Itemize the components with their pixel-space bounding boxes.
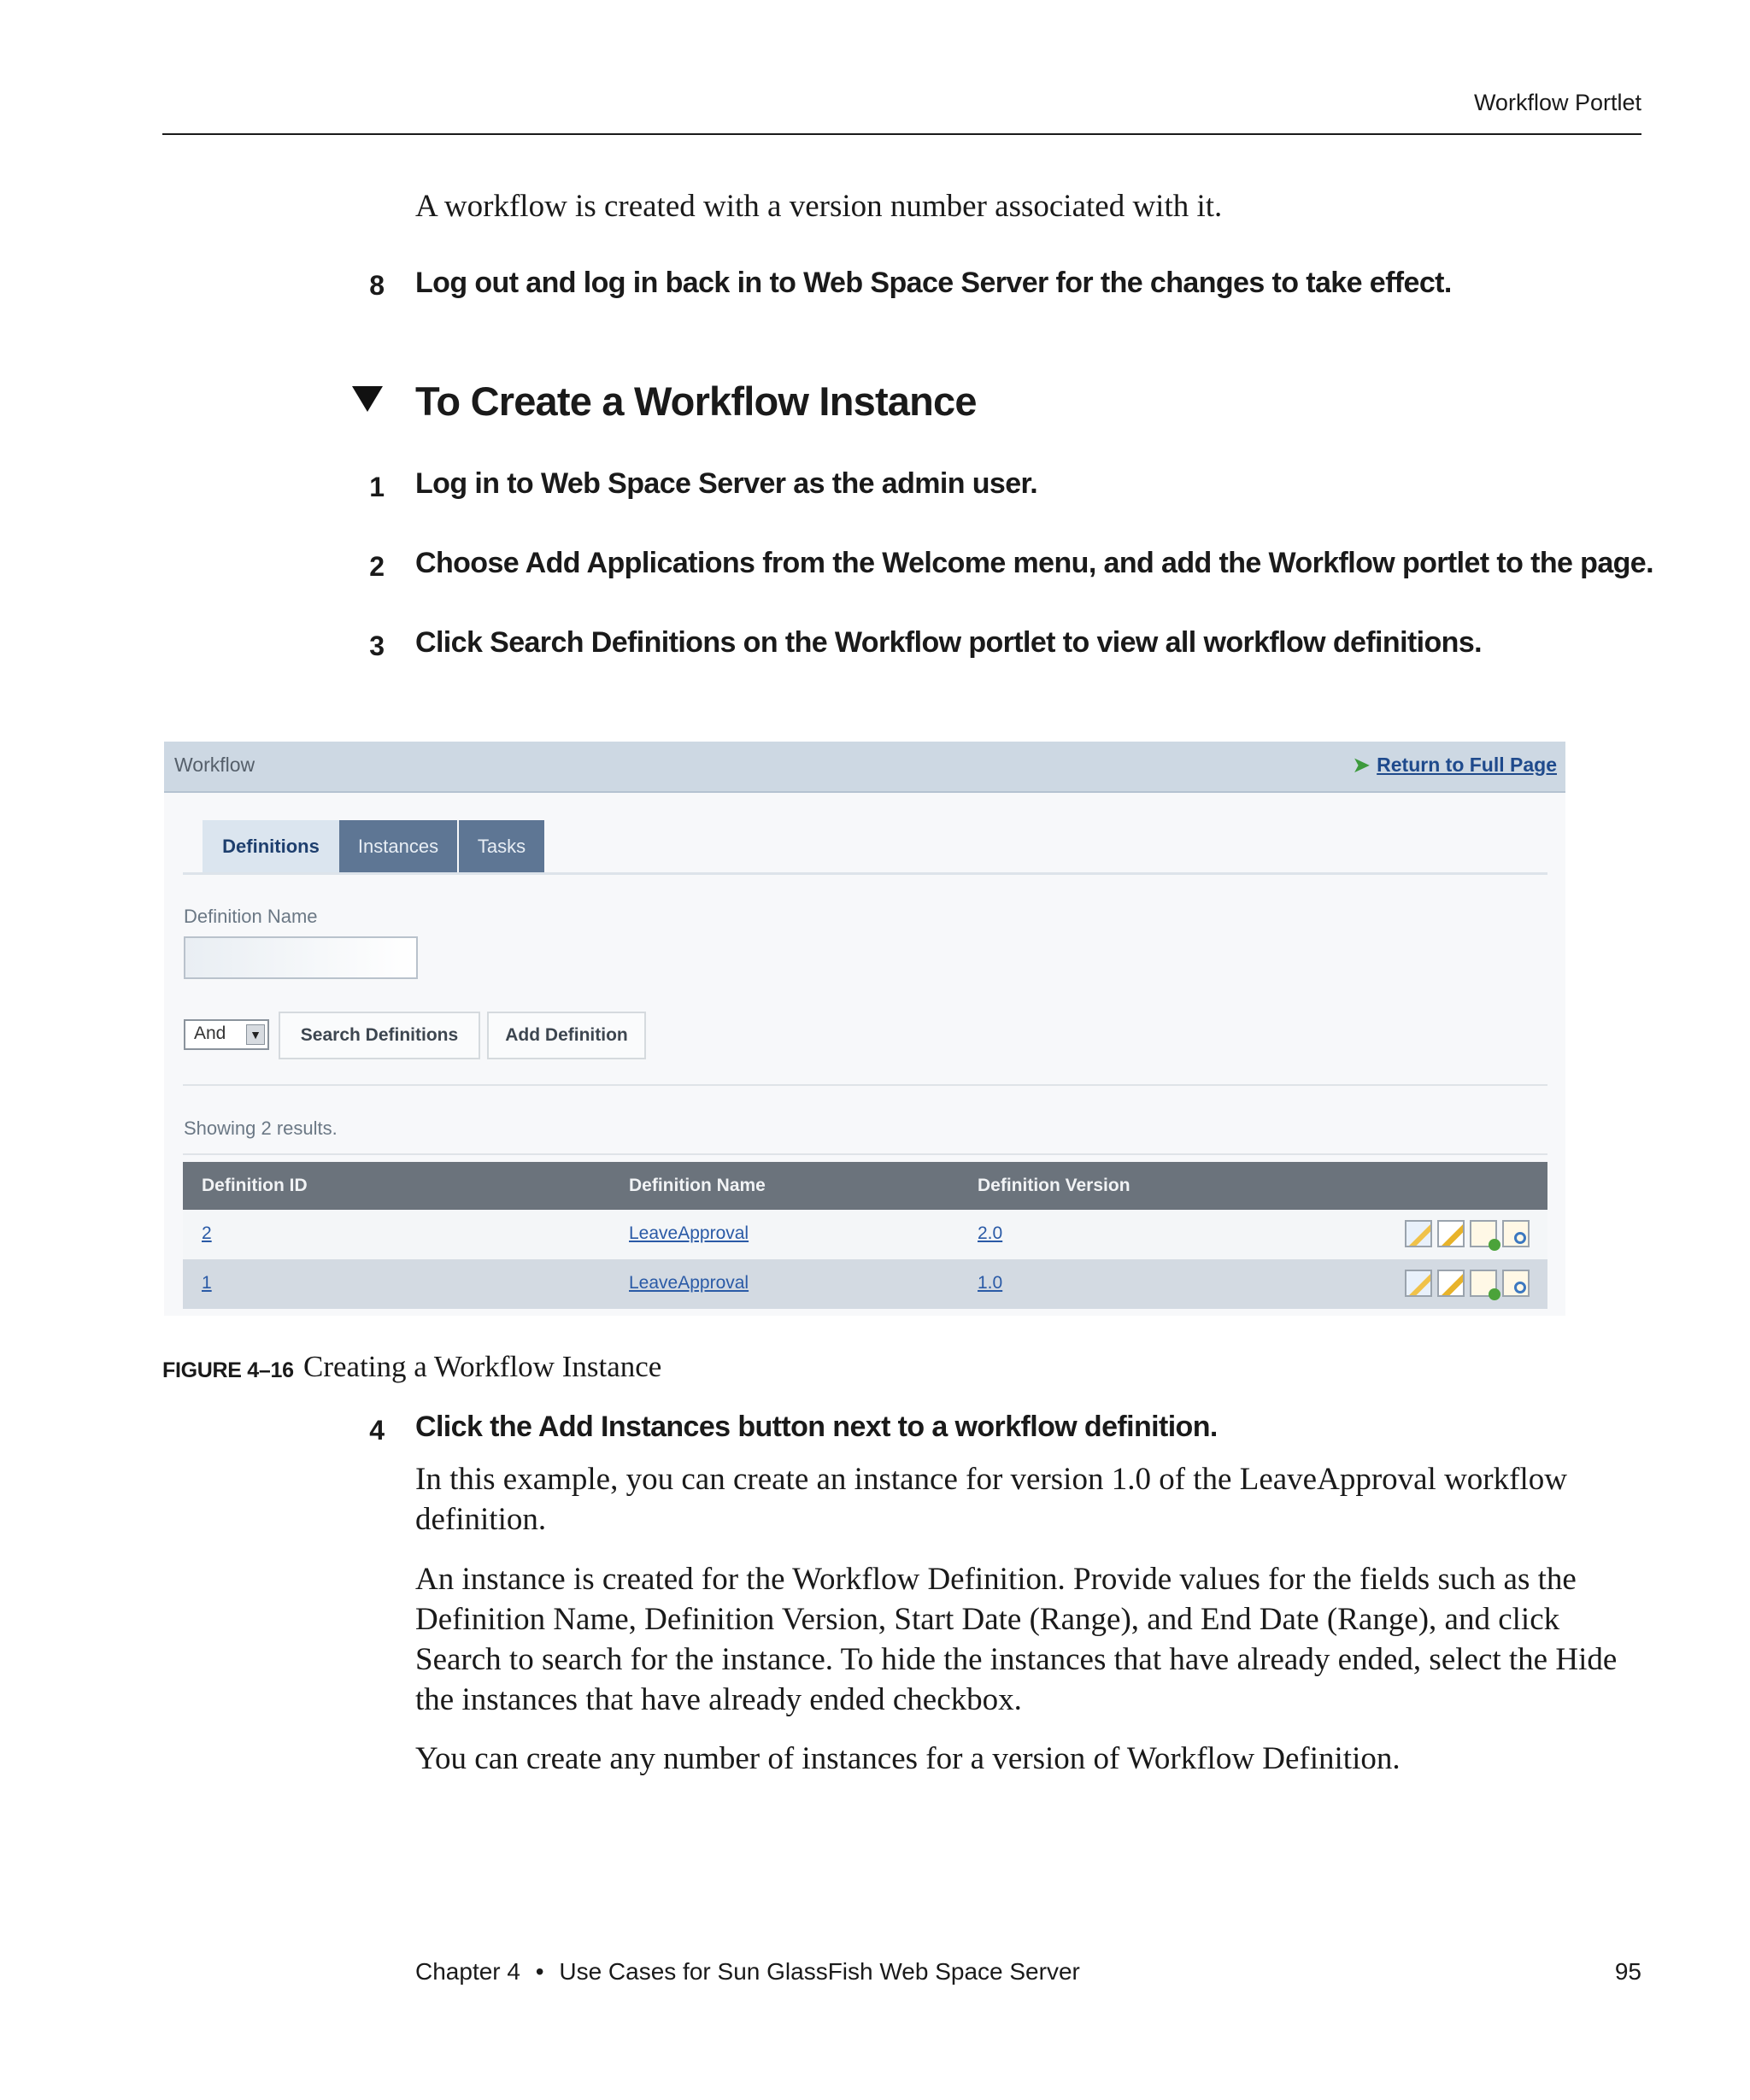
and-or-select-value: And [194, 1024, 226, 1043]
section-triangle-icon [352, 386, 383, 412]
add-document-icon[interactable] [1437, 1220, 1465, 1247]
return-to-full-page-link[interactable]: Return to Full Page [1377, 754, 1557, 776]
step-3-text: Click Search Definitions on the Workflow portlet to view all workflow definitions. [415, 626, 1482, 659]
portlet-title: Workflow [174, 754, 255, 776]
step-1-number: 1 [369, 472, 385, 502]
definition-version-link[interactable]: 2.0 [978, 1223, 1003, 1243]
add-definition-button[interactable]: Add Definition [487, 1012, 646, 1059]
step-2-number: 2 [369, 551, 385, 582]
footer-chapter-title: Use Cases for Sun GlassFish Web Space Server [559, 1958, 1080, 1985]
edit-icon[interactable] [1405, 1220, 1432, 1247]
tab-divider [183, 872, 1547, 875]
step-4-text: Click the Add Instances button next to a workflow definition. [415, 1411, 1218, 1443]
definition-id-link[interactable]: 2 [202, 1223, 212, 1243]
step-8-text: Log out and log in back in to Web Space Server for the changes to take effect. [415, 267, 1452, 299]
tab-tasks[interactable]: Tasks [459, 820, 544, 873]
intro-paragraph: A workflow is created with a version number associated with it. [415, 189, 1223, 224]
step-3-number: 3 [369, 631, 385, 661]
step-2-text: Choose Add Applications from the Welcome menu, and add the Workflow portlet to the page. [415, 547, 1653, 579]
step-4-paragraph-3: You can create any number of instances for a version of Workflow Definition. [415, 1741, 1401, 1776]
results-divider-bottom [183, 1153, 1547, 1155]
definition-name-link[interactable]: LeaveApproval [629, 1273, 749, 1293]
search-definitions-button[interactable]: Search Definitions [279, 1012, 480, 1059]
table-row [183, 1210, 1547, 1259]
page-number: 95 [1614, 1958, 1641, 1985]
footer-chapter [415, 1958, 1080, 1986]
header-rule [162, 133, 1641, 135]
step-4-paragraph-2: An instance is created for the Workflow Definition. Provide values for the fields such as the Definition Name, Definition Version, Start Date (Range), and End Date (Range), and click Search to search for the instance. To hide the instances that have already ended, select the Hide the instances that have already ended checkbox. [415, 1562, 1618, 1717]
add-instance-icon[interactable] [1470, 1270, 1497, 1297]
footer-bullet: • [535, 1958, 544, 1985]
add-instance-icon[interactable] [1470, 1220, 1497, 1247]
definition-name-label: Definition Name [184, 906, 318, 927]
definition-version-link[interactable]: 1.0 [978, 1273, 1003, 1293]
figure-label: FIGURE 4–16 [162, 1358, 294, 1382]
column-header-definition-name[interactable]: Definition Name [629, 1176, 766, 1195]
tab-definitions[interactable]: Definitions [203, 820, 339, 873]
step-1-text: Log in to Web Space Server as the admin user. [415, 467, 1038, 500]
edit-icon[interactable] [1405, 1270, 1432, 1297]
results-count: Showing 2 results. [184, 1117, 338, 1139]
column-header-definition-id[interactable]: Definition ID [202, 1176, 308, 1195]
tab-instances[interactable]: Instances [339, 820, 457, 873]
step-4-number: 4 [369, 1415, 385, 1446]
step-8-number: 8 [369, 270, 385, 301]
workflow-portlet [164, 742, 1565, 1316]
footer-chapter-number: Chapter 4 [415, 1958, 520, 1985]
return-arrow-icon: ➤ [1352, 752, 1371, 777]
definition-name-link[interactable]: LeaveApproval [629, 1223, 749, 1243]
add-document-icon[interactable] [1437, 1270, 1465, 1297]
figure-caption: Creating a Workflow Instance [303, 1350, 662, 1383]
running-header: Workflow Portlet [1473, 90, 1641, 115]
and-or-select[interactable] [184, 1019, 269, 1050]
step-4-paragraph-1: In this example, you can create an instance for version 1.0 of the LeaveApproval workflow definition. [415, 1462, 1567, 1537]
column-header-definition-version[interactable]: Definition Version [978, 1176, 1130, 1195]
chevron-down-icon[interactable]: ▼ [246, 1024, 265, 1045]
results-divider-top [183, 1084, 1547, 1086]
definition-id-link[interactable]: 1 [202, 1273, 212, 1293]
view-instances-icon[interactable] [1502, 1270, 1530, 1297]
view-instances-icon[interactable] [1502, 1220, 1530, 1247]
section-title: To Create a Workflow Instance [415, 378, 977, 424]
table-header [183, 1162, 1547, 1210]
portlet-titlebar [164, 742, 1565, 793]
table-row [183, 1259, 1547, 1309]
definition-name-input[interactable] [184, 936, 418, 979]
